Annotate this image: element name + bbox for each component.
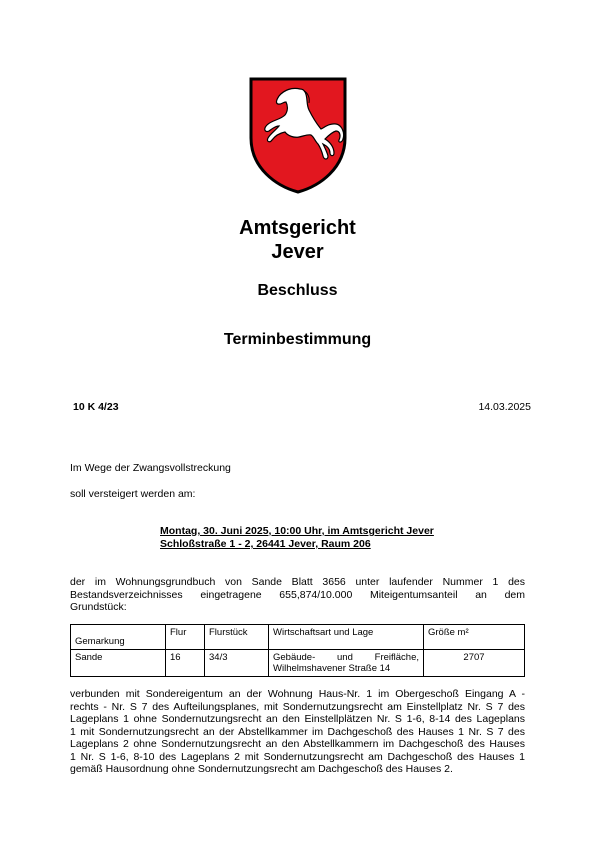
header-lage: Wirtschaftsart und Lage — [269, 625, 424, 650]
special-line-2: rechts - Nr. S 7 des Aufteilungsplanes, mit Sondernutzungsrecht am Einstellplatz Nr. S 7 des — [70, 700, 525, 713]
auction-appointment — [160, 525, 434, 551]
appointment-address-line: Schloßstraße 1 - 2, 26441 Jever, Raum 206 — [160, 538, 371, 550]
header-flurstueck: Flurstück — [205, 625, 269, 650]
court-name — [0, 216, 595, 264]
document-date: 14.03.2025 — [478, 401, 531, 413]
property-line-1: der im Wohnungsgrundbuch von Sande Blatt 3656 unter laufender Nummer 1 des — [70, 576, 525, 588]
cell-lage-line1: Gebäude- und Freifläche, — [273, 652, 419, 663]
document-title: Beschluss — [257, 282, 338, 299]
special-line-4: 1 mit Sondernutzungsrecht an der Abstellkammer im Dachgeschoß des Hauses 1 Nr. S 7 des — [70, 725, 525, 738]
special-line-7: gemäß Hausordnung ohne Sondernutzungsrecht am Dachgeschoß des Hauses 2. — [70, 763, 453, 775]
court-name-line2: Jever — [271, 241, 324, 263]
property-table — [70, 624, 525, 677]
cell-groesse: 2707 — [424, 650, 525, 677]
header-flur: Flur — [166, 625, 205, 650]
header-gemarkung: Gemarkung — [71, 625, 166, 650]
special-line-1: verbunden mit Sondereigentum an der Wohnung Haus-Nr. 1 im Obergeschoß Eingang A - — [70, 688, 525, 700]
special-ownership-text — [70, 688, 525, 776]
intro-line1: Im Wege der Zwangsvollstreckung — [70, 462, 231, 474]
header-groesse: Größe m² — [424, 625, 525, 650]
cell-gemarkung: Sande — [71, 650, 166, 677]
document-subtitle: Terminbestimmung — [223, 331, 372, 348]
court-name-line1: Amtsgericht — [239, 217, 356, 239]
special-line-3: Lageplans 1 ohne Sondernutzungsrecht an den Einstellplätzen Nr. S 1-6, 8-14 des Lageplans — [70, 713, 525, 725]
table-header-row — [71, 625, 525, 650]
cell-lage-line2: Wilhelmshavener Straße 14 — [273, 663, 391, 674]
coat-of-arms-icon — [248, 76, 348, 194]
cell-lage — [269, 650, 424, 677]
property-description — [70, 576, 525, 614]
cell-flurstueck: 34/3 — [205, 650, 269, 677]
special-line-5: Lageplans 2 ohne Sondernutzungsrecht an den Abstellkammern im Dachgeschoß des Hauses — [70, 738, 525, 750]
table-row — [71, 650, 525, 677]
property-line-3: Grundstück: — [70, 601, 127, 613]
cell-flur: 16 — [166, 650, 205, 677]
property-line-2: Bestandsverzeichnisses eingetragene 655,874/10.000 Miteigentumsanteil an dem — [70, 588, 525, 601]
case-number: 10 K 4/23 — [73, 401, 119, 413]
special-line-6: 1 Nr. S 1-6, 8-10 des Lageplans 2 mit Sondernutzungsrecht am Dachgeschoß des Hauses 1 — [70, 750, 525, 763]
intro-line2: soll versteigert werden am: — [70, 488, 196, 500]
appointment-date-line: Montag, 30. Juni 2025, 10:00 Uhr, im Amtsgericht Jever — [160, 525, 434, 537]
